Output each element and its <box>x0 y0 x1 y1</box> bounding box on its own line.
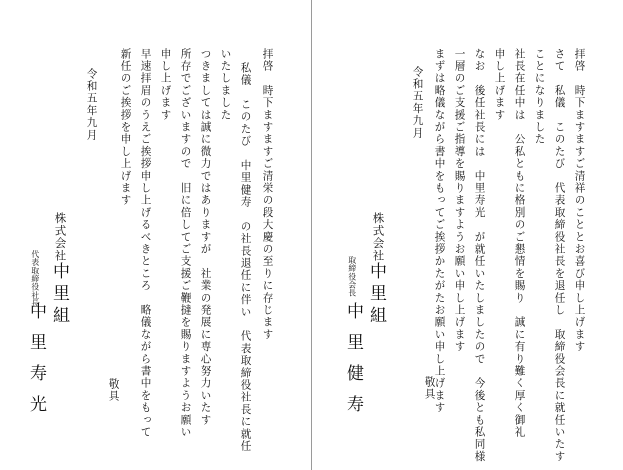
left-body-line-3: つきましては誠に微力ではありますが 社業の発展に専心努力いたす <box>199 48 212 427</box>
left-signer-title: 代表取締役社長 <box>30 250 40 308</box>
left-signer-name: 中里寿光 <box>26 302 46 426</box>
left-body-line-4: 所存でございますので 旧に倍してご支援ご鞭撻を賜りますようお願い <box>179 48 192 439</box>
right-body-line-6: 一層のご支援ご指導を賜りますようお願い申し上げます <box>453 48 466 353</box>
right-signer-title: 取締役会長 <box>347 256 357 297</box>
right-company-name: 中里組 <box>366 262 386 328</box>
left-closing: 敬具 <box>107 378 120 403</box>
right-body-line-1: さて 私儀 このたび 代表取締役社長を退任し 取締役会長に就任いたす <box>553 48 566 463</box>
left-letter-page <box>0 0 311 470</box>
left-date: 令和五年九月 <box>85 68 98 142</box>
right-body-line-5: なお 後任社長には 中里寿光 が就任いたしましたので 今後とも私同様 <box>473 48 486 463</box>
right-salutation: 拝啓 時下ますますご清祥のこととお喜び申し上げます <box>573 48 586 353</box>
right-body-line-3: 社長在任中は 公私ともに格別のご懇情を賜り 誠に有り難く厚く御礼 <box>513 48 526 439</box>
right-signer-name: 中里健寿 <box>343 302 363 426</box>
left-company-name: 中里組 <box>49 262 69 328</box>
right-closing: 敬具 <box>423 376 436 401</box>
left-body-line-2: いたしました <box>219 48 232 122</box>
left-salutation: 拝啓 時下ますますご清栄の段大慶の至りに存じます <box>261 48 274 341</box>
right-letter-page <box>312 0 623 470</box>
right-company-prefix: 株式会社 <box>371 212 386 262</box>
right-body-line-7: まずは略儀ながら書中をもってご挨拶かたがたお願い申し上げます <box>433 48 446 414</box>
right-date: 令和五年九月 <box>411 66 424 140</box>
left-company-prefix: 株式会社 <box>53 212 68 262</box>
left-body-line-1: 私儀 このたび 中里健寿 の社長退任に伴い 代表取締役社長に就任 <box>239 62 252 453</box>
left-body-line-7: 新任のご挨拶を申し上げます <box>119 48 132 207</box>
right-body-line-4: 申し上げます <box>493 48 506 122</box>
left-body-line-6: 早速拝眉のうえご挨拶申し上げるべきところ 略儀ながら書中をもって <box>139 48 152 439</box>
left-body-line-5: 申し上げます <box>159 48 172 122</box>
right-body-line-2: ことになりました <box>533 48 546 146</box>
